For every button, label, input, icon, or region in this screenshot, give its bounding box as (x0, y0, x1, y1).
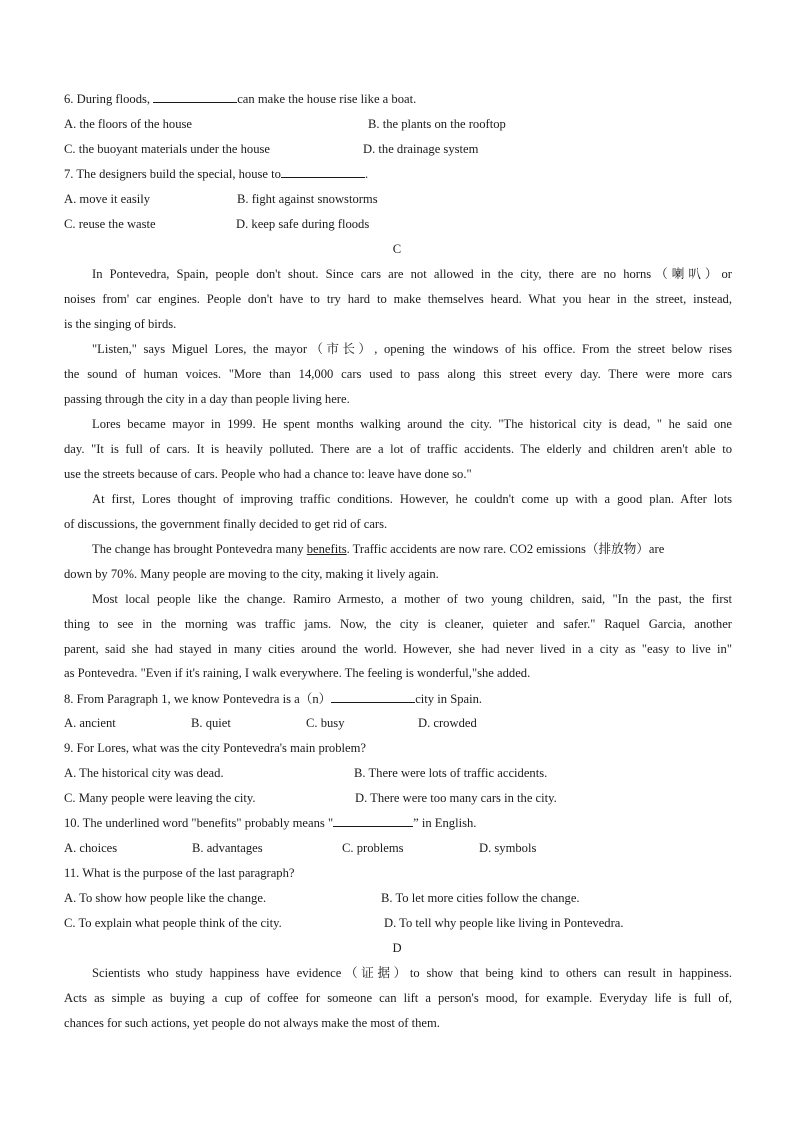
q8-stem-text-end: city in Spain. (415, 692, 483, 706)
passage-c-line: down by 70%. Many people are moving to the city, making it lively again. (64, 567, 439, 581)
q10-blank (333, 812, 413, 827)
section-d-heading: D (392, 941, 402, 955)
passage-c-line: At first, Lores thought of improving traffic conditions. However, he couldn't come up with a good plan. After lots (92, 492, 732, 506)
passage-c-line: Lores became mayor in 1999. He spent months walking around the city. "The historical city is dead, " he said one (92, 417, 732, 431)
passage-d-line: Acts as simple as buying a cup of coffee for someone can lift a person's mood, for example. Everyday life is full of, (64, 991, 732, 1005)
q6-option-d: D. the drainage system (363, 142, 479, 156)
q8-blank (331, 688, 415, 703)
passage-c-line: parent, said she had stayed in many cities around the world. However, she had never lived in a city as "easy to live in" (64, 642, 732, 656)
passage-c-line: passing through the city in a day than people living here. (64, 392, 350, 406)
q9-option-b: B. There were lots of traffic accidents. (354, 766, 548, 780)
q9-option-a: A. The historical city was dead. (64, 766, 224, 780)
q9-option-d: D. There were too many cars in the city. (355, 791, 557, 805)
q10-stem-text-end: ” in English. (413, 816, 477, 830)
q7-stem-text: 7. The designers build the special, house to (64, 167, 281, 181)
passage-c-line: thing to see in the morning was traffic jams. Now, the city is cleaner, quieter and safer." Raquel Garcia, another (64, 617, 732, 631)
passage-d-line: chances for such actions, yet people do not always make the most of them. (64, 1016, 440, 1030)
q11-option-c: C. To explain what people think of the city. (64, 916, 282, 930)
q7-option-c: C. reuse the waste (64, 217, 156, 231)
q8-option-c: C. busy (306, 716, 345, 730)
q11-stem: 11. What is the purpose of the last paragraph? (64, 866, 295, 880)
q10-stem (64, 811, 732, 836)
section-c-heading: C (392, 242, 402, 256)
q11-option-d: D. To tell why people like living in Pontevedra. (384, 916, 624, 930)
passage-c-line: "Listen," says Miguel Lores, the mayor（市长）, opening the windows of his office. From the street below rises (92, 342, 732, 356)
q11-option-a: A. To show how people like the change. (64, 891, 267, 905)
q7-blank (281, 163, 365, 178)
passage-c-line: as Pontevedra. "Even if it's raining, I walk everywhere. The feeling is wonderful,"she added. (64, 666, 531, 680)
q6-stem-text: 6. During floods, (64, 92, 154, 106)
passage-c-line: is the singing of birds. (64, 317, 177, 331)
q7-option-a: A. move it easily (64, 192, 151, 206)
q10-option-b: B. advantages (192, 841, 263, 855)
passage-c-line: Most local people like the change. Ramiro Armesto, a mother of two young children, said, "In the past, the first (92, 592, 732, 606)
q8-stem-text: 8. From Paragraph 1, we know Pontevedra is a（n） (64, 692, 332, 706)
benefits-line-text: The change has brought Pontevedra many (92, 542, 307, 556)
passage-c-line: In Pontevedra, Spain, people don't shout. Since cars are not allowed in the city, there are no horns（喇叭）or (92, 267, 732, 281)
q7-stem (64, 162, 732, 187)
q6-option-a: A. the floors of the house (64, 117, 193, 131)
q6-blank (153, 88, 237, 103)
q6-option-c: C. the buoyant materials under the house (64, 142, 270, 156)
passage-c-line: day. "It is full of cars. It is heavily polluted. There are a lot of traffic accidents. The elderly and children aren't able to (64, 442, 732, 456)
q8-option-a: A. ancient (64, 716, 116, 730)
benefits-line-text-end: . Traffic accidents are now rare. CO2 emissions（排放物）are (346, 542, 665, 556)
q8-stem (64, 687, 732, 712)
passage-d-line: Scientists who study happiness have evidence（证据）to show that being kind to others can result in happiness. (92, 966, 732, 980)
q8-option-d: D. crowded (418, 716, 477, 730)
q7-option-b: B. fight against snowstorms (237, 192, 378, 206)
passage-c-line: the sound of human voices. "More than 14,000 cars used to pass along this street every day. There were more cars (64, 367, 732, 381)
q10-option-a: A. choices (64, 841, 118, 855)
q9-option-c: C. Many people were leaving the city. (64, 791, 256, 805)
q10-option-d: D. symbols (479, 841, 537, 855)
q7-stem-text-end: . (364, 167, 369, 181)
passage-c-line: noises from' car engines. People don't have to try hard to make themselves heard. What you hear in the street, instead, (64, 292, 732, 306)
passage-c-line: of discussions, the government finally decided to get rid of cars. (64, 517, 388, 531)
passage-c-line: use the streets because of cars. People who had a chance to: leave have done so." (64, 467, 472, 481)
passage-c-benefits-line (92, 537, 732, 562)
q10-option-c: C. problems (342, 841, 404, 855)
q8-option-b: B. quiet (191, 716, 231, 730)
q11-option-b: B. To let more cities follow the change. (381, 891, 580, 905)
q9-stem: 9. For Lores, what was the city Pontevedra's main problem? (64, 741, 366, 755)
q6-option-b: B. the plants on the rooftop (368, 117, 506, 131)
q7-option-d: D. keep safe during floods (236, 217, 370, 231)
q10-stem-text: 10. The underlined word "benefits" probably means " (64, 816, 334, 830)
underlined-word-benefits: benefits (306, 542, 347, 556)
q6-stem (64, 87, 732, 112)
q6-stem-text-end: can make the house rise like a boat. (237, 92, 417, 106)
